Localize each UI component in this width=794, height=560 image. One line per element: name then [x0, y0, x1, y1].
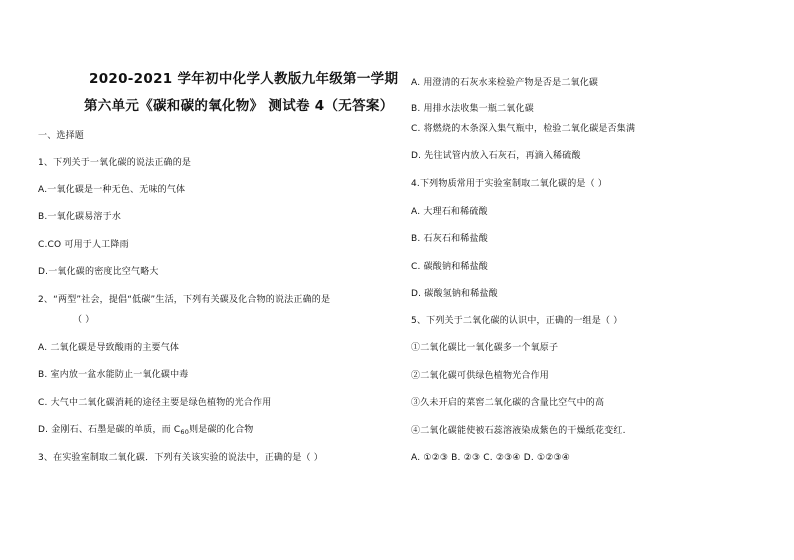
question-2-option-b: B. 室内放一盆水能防止一氧化碳中毒 — [38, 370, 189, 380]
question-4-option-a: A. 大理石和稀硫酸 — [411, 207, 488, 217]
exam-title-line-2: 第六单元《碳和碳的氧化物》 测试卷 4（无答案） — [84, 98, 394, 114]
question-2-stem: 2、“两型”社会，提倡“低碳”生活，下列有关碳及化合物的说法正确的是 — [38, 295, 331, 305]
exam-title-line-1: 2020-2021 学年初中化学人教版九年级第一学期 — [89, 71, 399, 87]
question-5-statement-4: ④二氧化碳能使被石蕊溶液染成紫色的干燥纸花变红. — [411, 426, 626, 436]
question-5-stem: 5、下列关于二氧化碳的认识中，正确的一组是（ ） — [411, 316, 623, 326]
question-3-option-a: A. 用澄清的石灰水来检验产物是否是二氧化碳 — [411, 78, 599, 88]
question-3-option-b: B. 用排水法收集一瓶二氧化碳 — [411, 104, 534, 114]
question-2-option-a: A. 二氧化碳是导致酸雨的主要气体 — [38, 343, 180, 353]
question-2-option-d-text-end: 则是碳的化合物 — [189, 425, 254, 435]
question-1-option-b: B.一氧化碳易溶于水 — [38, 212, 122, 222]
question-5-statement-2: ②二氧化碳可供绿色植物光合作用 — [411, 371, 550, 381]
question-1-stem: 1、下列关于一氧化碳的说法正确的是 — [38, 158, 192, 168]
question-1-option-a: A.一氧化碳是一种无色、无味的气体 — [38, 185, 186, 195]
question-3-option-d: D. 先往试管内放入石灰石，再滴入稀硫酸 — [411, 151, 581, 161]
question-4-option-d: D. 碳酸氢钠和稀盐酸 — [411, 289, 498, 299]
question-5-statement-1: ①二氧化碳比一氧化碳多一个氧原子 — [411, 343, 559, 353]
question-1-option-c: C.CO 可用于人工降雨 — [38, 240, 129, 250]
question-5-statement-3: ③久未开启的菜窖二氧化碳的含量比空气中的高 — [411, 398, 605, 408]
question-2-answer-bracket: （ ） — [73, 315, 95, 325]
section-heading: 一、选择题 — [38, 131, 85, 141]
question-5-options: A. ①②③ B. ②③ C. ②③④ D. ①②③④ — [411, 453, 571, 463]
question-3-option-c: C. 将燃烧的木条深入集气瓶中，检验二氧化碳是否集满 — [411, 124, 636, 134]
question-4-option-c: C. 碳酸钠和稀盐酸 — [411, 262, 489, 272]
question-4-option-b: B. 石灰石和稀盐酸 — [411, 234, 488, 244]
question-4-stem: 4.下列物质常用于实验室制取二氧化碳的是（ ） — [411, 179, 608, 189]
question-2-option-d-text: D. 金刚石、石墨是碳的单质，而 C — [38, 425, 181, 435]
question-1-option-d: D.一氧化碳的密度比空气略大 — [38, 267, 159, 277]
question-2-option-c: C. 大气中二氧化碳消耗的途径主要是绿色植物的光合作用 — [38, 398, 272, 408]
question-2-option-d — [38, 424, 253, 438]
question-3-stem: 3、在实验室制取二氧化碳．下列有关该实验的说法中，正确的是（ ） — [38, 453, 323, 463]
question-2-option-d-subscript: 60 — [180, 428, 190, 436]
